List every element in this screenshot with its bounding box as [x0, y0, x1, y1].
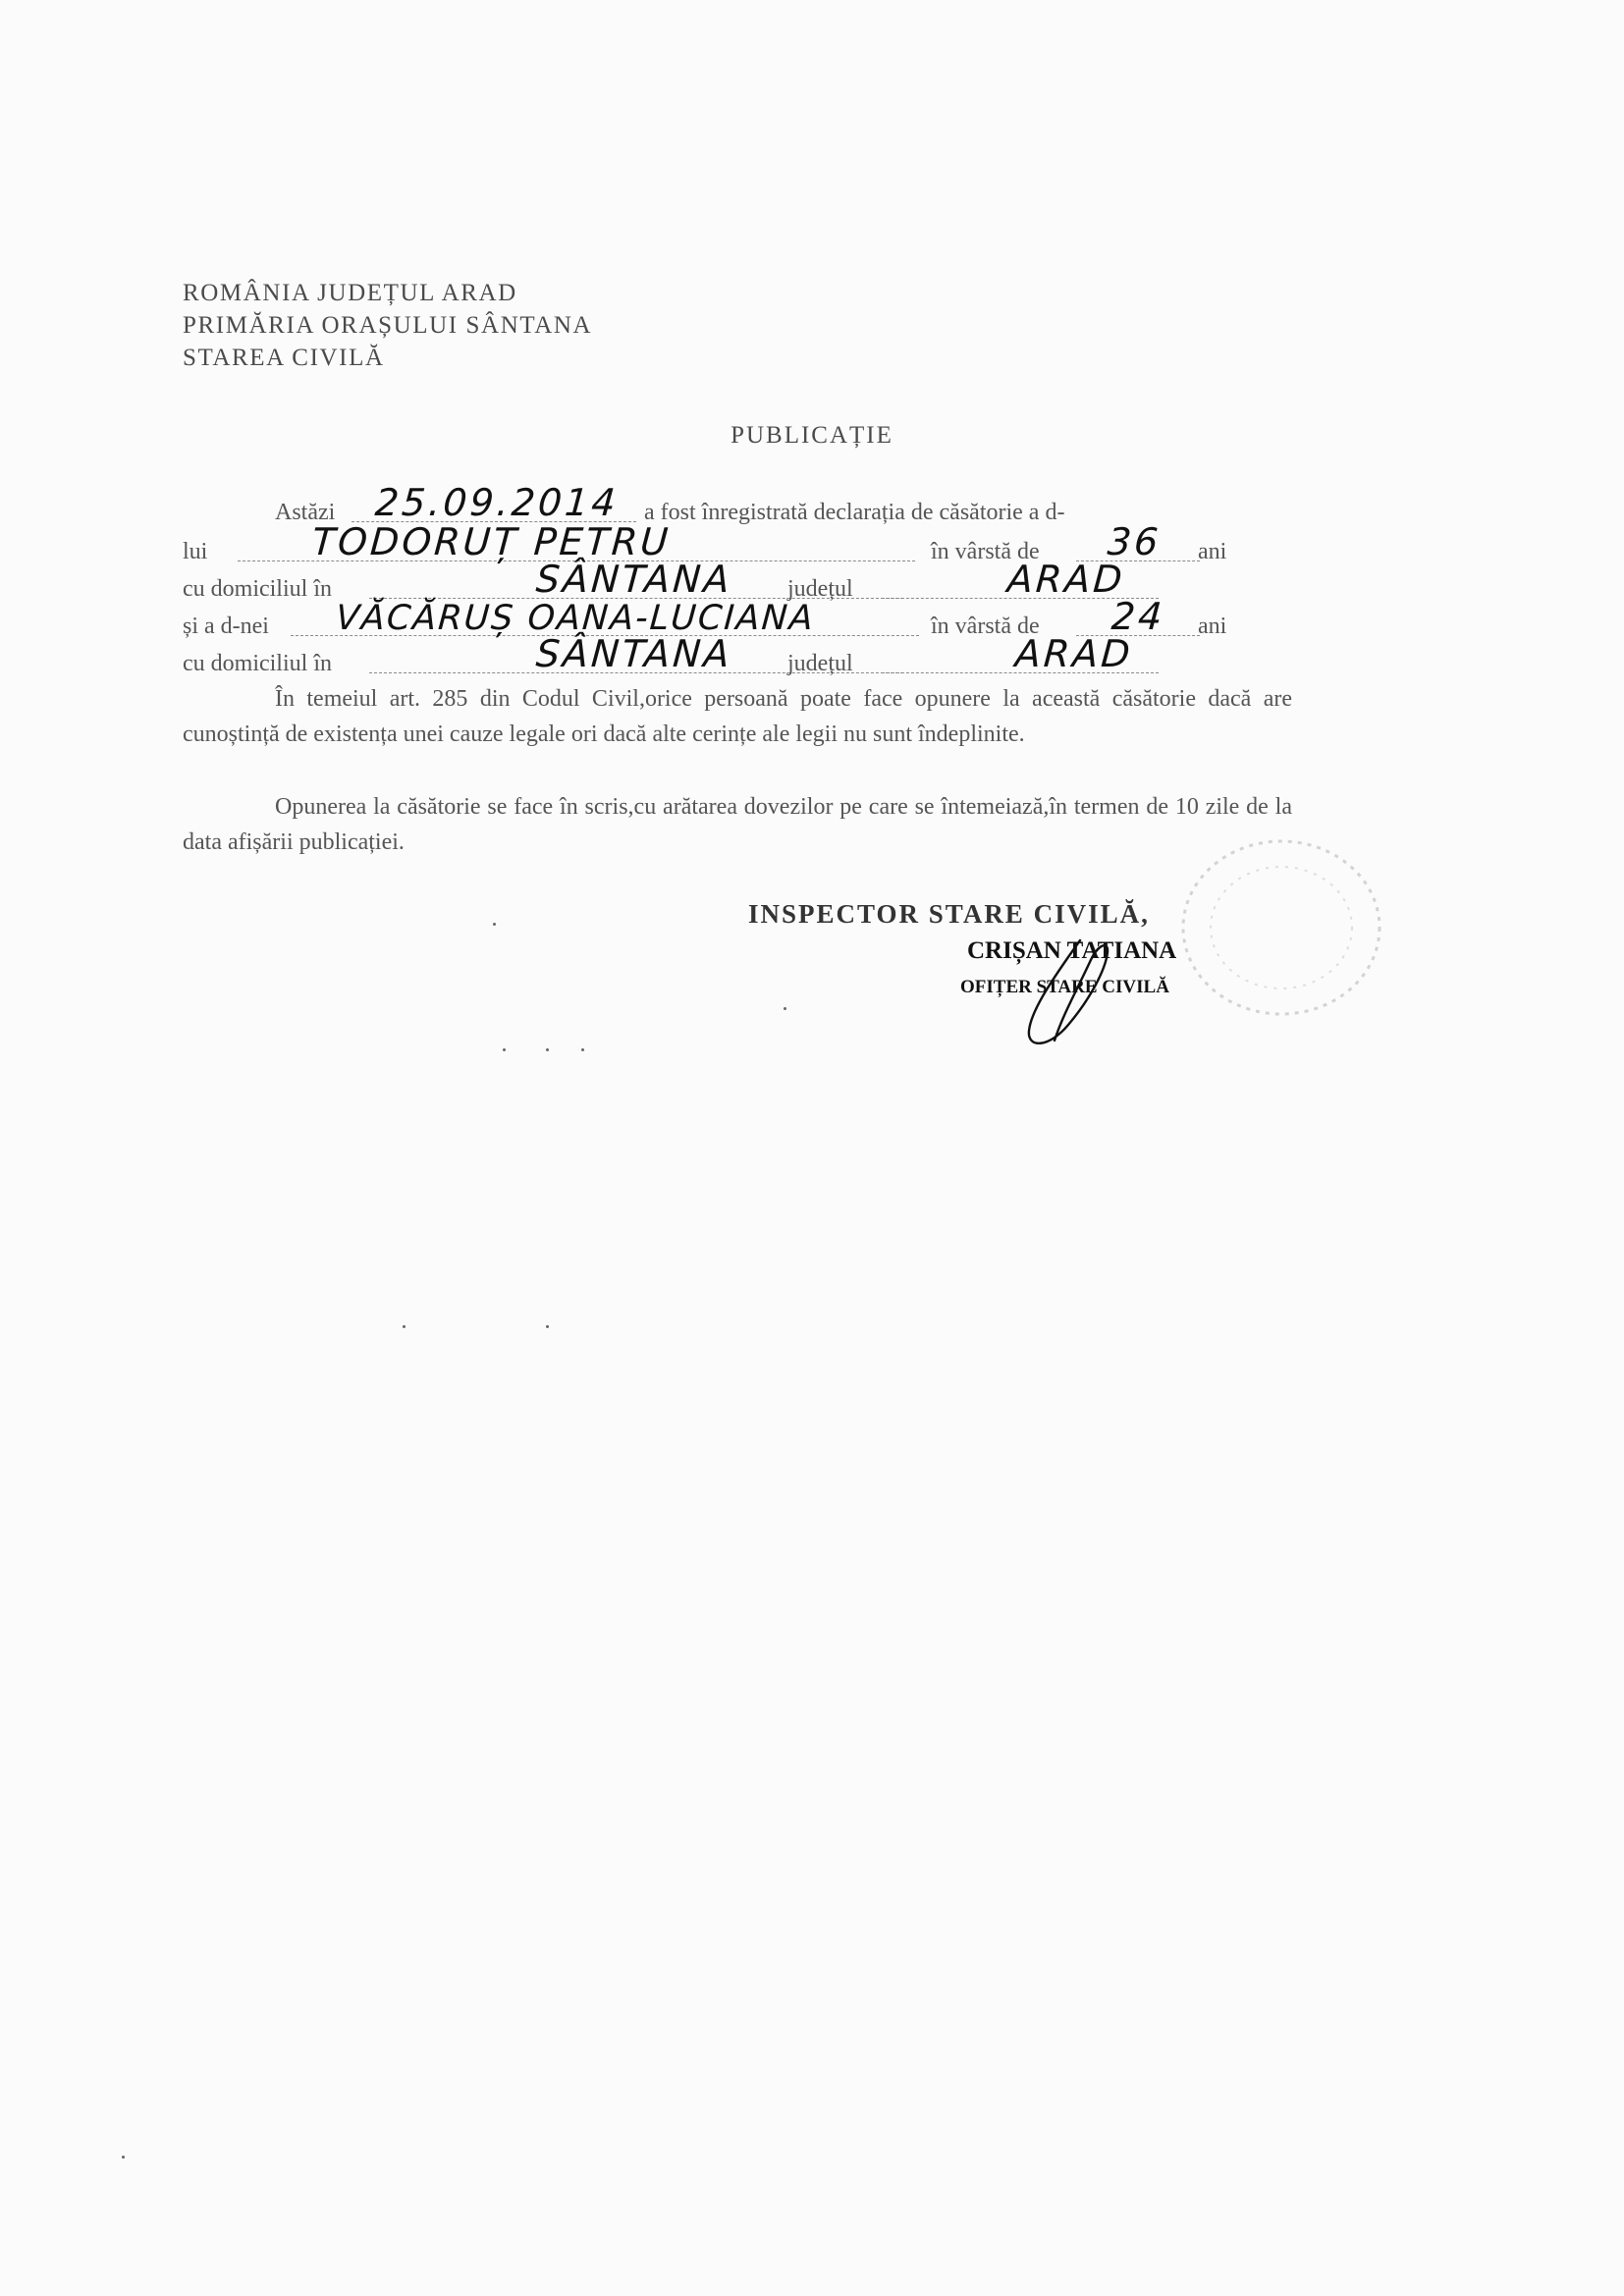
groom-county-handwritten: ARAD	[1005, 558, 1127, 601]
county-label-groom: județul	[787, 576, 853, 602]
date-handwritten: 25.09.2014	[373, 481, 621, 524]
groom-age-handwritten: 36	[1106, 520, 1163, 563]
age-label-groom: în vârstă de	[931, 539, 1040, 564]
document-title: PUBLICAȚIE	[731, 422, 893, 449]
scan-speck	[503, 1048, 506, 1051]
header-department: STAREA CIVILĂ	[183, 345, 385, 371]
legal-basis-paragraph	[183, 681, 1292, 752]
issuer-header	[183, 277, 592, 374]
domicile-label-bride: cu domiciliul în	[183, 651, 332, 676]
domicile-label-groom: cu domiciliul în	[183, 576, 332, 602]
faint-stamp-ring	[1168, 825, 1394, 1031]
handwritten-signature	[1011, 923, 1149, 1060]
stamp-role: OFIȚER STARE CIVILĂ	[960, 977, 1169, 997]
header-town-hall: PRIMĂRIA ORAȘULUI SÂNTANA	[183, 312, 593, 339]
mrs-prefix: și a d-nei	[183, 614, 269, 639]
groom-name-handwritten: TODORUȚ PETRU	[310, 520, 673, 563]
opposition-paragraph	[183, 789, 1292, 860]
today-label: Astăzi	[275, 500, 336, 525]
legal-basis-text: În temeiul art. 285 din Codul Civil,orice persoană poate face opunere la această căsătorie dacă are cunoștință de existența unei cauze legale ori dacă alte cerințe ale legii nu sunt îndeplinite.	[183, 686, 1292, 747]
header-country-county: ROMÂNIA JUDEȚUL ARAD	[183, 280, 517, 306]
bride-age-handwritten: 24	[1110, 595, 1166, 638]
scan-speck	[546, 1325, 549, 1328]
stamp-name: CRIȘAN TATIANA	[967, 937, 1177, 964]
scan-speck	[122, 2156, 125, 2159]
scan-speck	[546, 1048, 549, 1051]
scan-speck	[493, 923, 496, 926]
years-label-bride: ani	[1198, 614, 1227, 639]
scan-speck	[784, 1007, 786, 1010]
county-label-bride: județul	[787, 651, 853, 676]
bride-name-handwritten: VĂCĂRUȘ OANA-LUCIANA	[334, 599, 817, 638]
groom-city-handwritten: SÂNTANA	[534, 558, 734, 601]
bride-city-handwritten: SÂNTANA	[534, 632, 734, 675]
scan-speck	[403, 1325, 406, 1328]
age-label-bride: în vârstă de	[931, 614, 1040, 639]
years-label-groom: ani	[1198, 539, 1227, 564]
scan-speck	[581, 1048, 584, 1051]
bride-county-handwritten: ARAD	[1013, 632, 1135, 675]
signature-title: INSPECTOR STARE CIVILĂ,	[748, 899, 1150, 929]
mr-prefix: lui	[183, 539, 208, 564]
declaration-text: a fost înregistrată declarația de căsătorie a d-	[644, 500, 1065, 525]
form-line-bride-domicile	[183, 632, 1245, 681]
opposition-text: Opunerea la căsătorie se face în scris,cu arătarea dovezilor pe care se întemeiază,în termen de 10 zile de la data afișării publicației.	[183, 794, 1292, 855]
